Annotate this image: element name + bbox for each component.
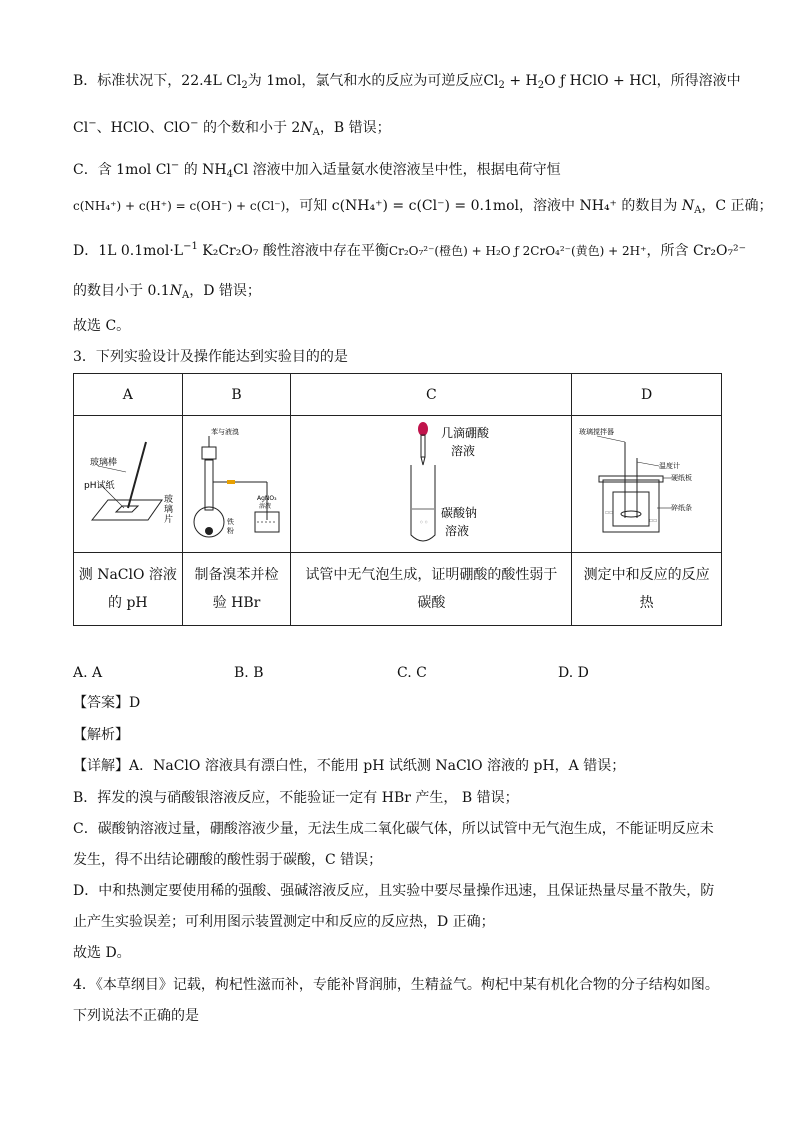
detail-line-6: 止产生实验误差；可利用图示装置测定中和反应的反应热，D 正确； [73,914,495,930]
subscript: A [694,205,702,216]
choose-line: 故选 C。 [73,318,131,334]
header-a: A [74,374,183,416]
text: ，所得溶液中 [656,73,741,89]
label-ph-paper: pH试纸 [83,481,115,491]
formula: 的 NH [179,162,227,178]
figure-c [291,416,572,553]
caption-line: 碳酸 [417,595,446,611]
figure-b [182,416,291,553]
caption-a [74,553,183,626]
detail-line-2: B．挥发的溴与硝酸银溶液反应，不能验证一定有 HBr 产生， B 错误； [73,790,519,806]
bubbles-icon: ◦◦ [419,518,429,527]
paper-scraps-icon: ▫▫ [604,509,613,516]
text: ，可知 c(NH₄⁺) = c(Cl⁻) = 0.1mol [285,198,520,214]
option-d-line1 [73,237,746,261]
subscript: 2 [537,80,545,91]
label-solution-top: 溶液 [451,444,476,458]
detail-line-1: 【详解】A．NaClO 溶液具有漂白性，不能用 pH 试纸测 NaClO 溶液的 pH，A 错误； [73,758,626,774]
figure-a [74,416,183,553]
q4-line-1: 4．《本草纲目》记载，枸杞性滋而补，专能补肾润肺，生精益气。枸杞中某有机化合物的分子结构如图。 [73,977,719,993]
option-b-line2 [73,114,391,143]
text: Cl 溶液中加入适量氨水使溶液呈中性，根据电荷守恒 [233,162,561,178]
text: ，B 错误； [319,120,391,136]
text: ，溶液中 NH₄⁺ 的数目为 [519,198,682,214]
detail-line-3: C．碳酸钠溶液过量，硼酸溶液少量，无法生成二氧化碳气体，所以试管中无气泡生成，不能证明反应未 [73,821,714,837]
label-solution-bottom: 溶液 [445,524,470,538]
label-boric-acid: 几滴硼酸 [441,426,490,440]
text: 的个数和小于 2 [198,120,301,136]
header-c: C [291,374,572,416]
caption-line: 测定中和反应的反应 [583,567,710,583]
header-d: D [572,374,722,416]
subscript: 2 [241,80,248,91]
subscript: A [312,127,320,138]
analysis-label: 【解析】 [73,727,129,743]
charge-balance-equation: c(NH₄⁺) + c(H⁺) = c(OH⁻) + c(Cl⁻) [73,199,286,213]
bromobenzene-apparatus-figure [187,422,287,542]
superscript: −1 [183,241,198,252]
label-iron-powder: 铁粉 [226,518,234,535]
q3-option-d: D. D [558,665,589,681]
caption-line: 验 HBr [212,595,261,611]
detail-line-7: 故选 D。 [73,945,131,961]
caption-d [572,553,722,626]
q3-option-c: C. C [397,665,427,681]
text: 22.4L Cl [181,73,242,89]
formula: Cl [73,120,89,136]
text: K₂Cr₂O₇ 酸性溶液中存在平衡 [197,243,389,259]
label-solution: 溶液 [258,503,271,510]
label-sodium-carbonate: 碳酸钠 [441,506,478,520]
header-b: B [182,374,291,416]
label-agno3: AgNO₃ [256,495,277,502]
caption-line: 制备溴苯并检 [194,567,279,583]
subscript: 2 [498,80,505,91]
detail-line-5: D．中和热测定要使用稀的强酸、强碱溶液反应，且实验中要尽量操作迅速，且保证热量尽量不散失，防 [73,883,715,899]
q3-stem: 3．下列实验设计及操作能达到实验目的的是 [73,349,348,365]
q3-option-b: B. B [234,665,264,681]
text: ，C 正确； [701,198,773,214]
text: B．标准状况下， [73,73,182,89]
text: 为 1mol，氯气和水的反应为可逆反应 [247,73,484,89]
caption-line: 测 NaClO 溶液 [78,567,177,583]
label-glass-plate: 玻璃片 [163,495,173,525]
option-b-line1 [73,71,741,96]
q4-line-2: 下列说法不正确的是 [73,1008,199,1024]
superscript: − [190,118,199,129]
caption-line: 试管中无气泡生成，证明硼酸的酸性弱于 [305,567,558,583]
answer-label: 【答案】D [73,695,141,711]
subscript: A [181,290,190,301]
avogadro-symbol: N [169,283,182,299]
option-c-line2 [73,196,773,221]
label-thermometer: 温度计 [658,462,680,470]
superscript: − [170,160,180,171]
caption-line: 的 pH [108,595,148,611]
table-figure-row [74,416,722,553]
q3-option-a: A. A [73,665,103,681]
label-paper-scraps: 碎纸条 [670,504,692,512]
caption-line: 热 [639,595,654,611]
table-caption-row [74,553,722,626]
figure-d [572,416,722,553]
label-cardboard: 硬纸板 [670,474,692,482]
equilibrium-equation: Cr₂O₇²⁻(橙色) + H₂O ƒ 2CrO₄²⁻(黄色) + 2H⁺ [388,244,647,258]
formula: + H [504,73,538,89]
option-c-line1 [73,156,561,185]
q3-table [73,373,722,626]
formula: O ƒ HClO + HCl [544,73,657,89]
formula: Cl [483,73,499,89]
calorimeter-figure [577,422,717,542]
table-header-row [74,374,722,416]
superscript: − [88,118,97,129]
text: D．1L 0.1mol·L [73,243,184,259]
option-d-line2 [73,281,261,306]
avogadro-symbol: N [681,198,695,214]
text: ，D 错误； [189,283,261,299]
ph-paper-figure [78,422,178,542]
avogadro-symbol: N [300,120,313,136]
detail-line-4: 发生，得不出结论硼酸的酸性弱于碳酸，C 错误； [73,852,383,868]
text: ，所含 Cr₂O₇²⁻ [646,243,747,259]
label-glass-stirrer: 玻璃搅拌器 [578,428,614,436]
text: C．含 1mol Cl [73,162,171,178]
label-benzene-bromine: 苯与液溴 [210,428,239,436]
subscript: 4 [226,169,234,180]
label-glass-rod: 玻璃棒 [89,458,117,468]
text: 的数目小于 0.1 [73,283,170,299]
paper-scraps-icon: ▫▫ [648,517,657,524]
boric-acid-test-tube-figure [291,417,571,547]
caption-c [291,553,572,626]
text: 、HClO、ClO [96,120,191,136]
caption-b [182,553,291,626]
